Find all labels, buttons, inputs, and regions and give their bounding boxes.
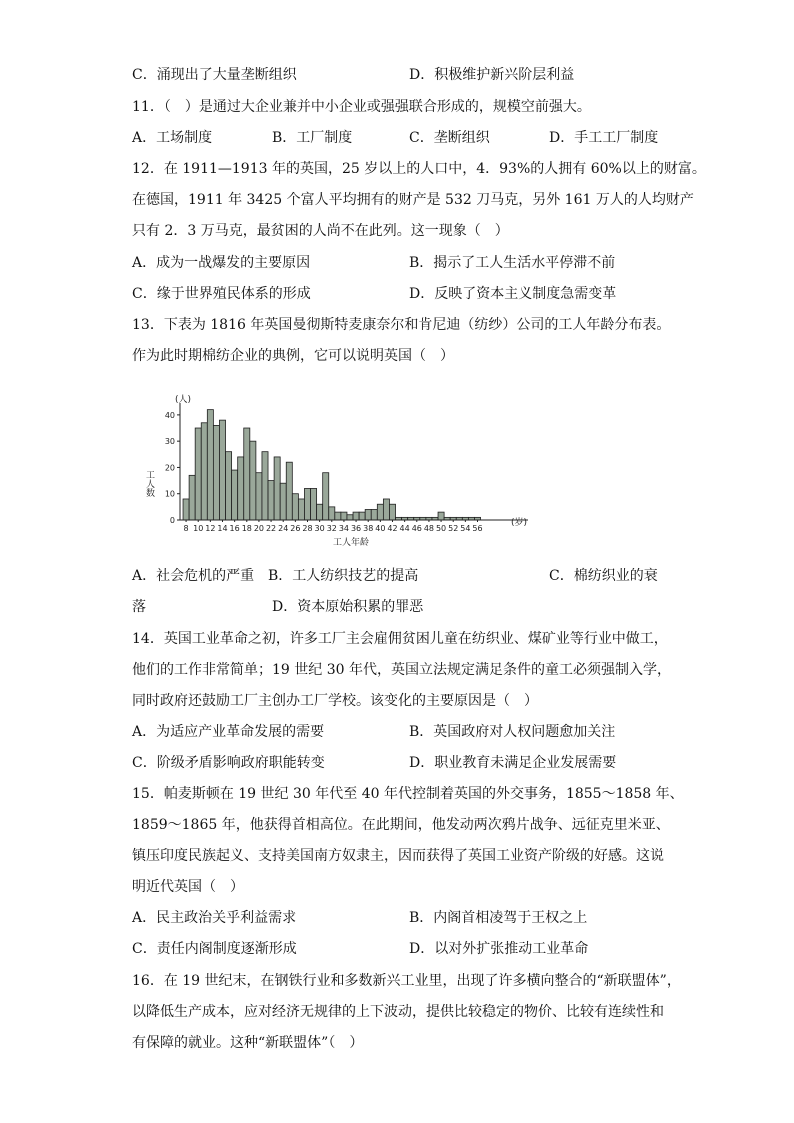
q15-stem-line: 15．帕麦斯顿在 19 世纪 30 年代至 40 年代控制着英国的外交事务，1855～1858 年、 (132, 786, 684, 802)
x-tick-label: 30 (314, 524, 325, 533)
bar-age-18 (244, 428, 250, 520)
bar-age-17 (238, 457, 244, 520)
q15-option-c: C．责任内阁制度逐渐形成 (132, 941, 297, 957)
x-axis-title: 工人年龄 (333, 538, 370, 548)
q14-stem-line: 他们的工作非常简单；19 世纪 30 年代，英国立法规定满足条件的童工必须强制入学， (132, 662, 671, 678)
q13-option-b: B．工人纺织技艺的提高 (268, 568, 419, 584)
y-axis-title: 工人数 (144, 470, 154, 497)
x-tick-label: 26 (290, 524, 301, 533)
bar-age-27 (298, 499, 304, 520)
q16-stem-line: 以降低生产成本，应对经济无规律的上下波动，提供比较稳定的物价、比较有连续性和 (132, 1004, 664, 1020)
q13-option-d: D．资本原始积累的罪恶 (272, 599, 424, 615)
x-tick-label: 28 (302, 524, 313, 533)
age-distribution-chart (135, 392, 535, 554)
bar-age-12 (207, 410, 213, 520)
q13-stem-line: 作为此时期棉纺企业的典例，它可以说明英国（ ） (132, 348, 454, 364)
bar-age-30 (317, 504, 323, 520)
q13-option-c: C．棉纺织业的衰 (549, 568, 658, 584)
q11-stem: 11．（ ）是通过大企业兼并中小企业或强强联合形成的，规模空前强大。 (132, 99, 591, 115)
bar-age-15 (226, 452, 232, 520)
x-tick-label: 46 (411, 524, 422, 533)
x-tick-label: 18 (241, 524, 252, 533)
bar-age-31 (323, 473, 329, 520)
bar-age-35 (347, 515, 353, 520)
bar-age-33 (335, 512, 341, 520)
x-tick-label: 42 (387, 524, 398, 533)
q15-stem-line: 镇压印度民族起义、支持美国南方奴隶主，因而获得了英国工业资产阶级的好感。这说 (132, 848, 664, 864)
bar-age-14 (219, 420, 225, 520)
bar-age-42 (389, 504, 395, 520)
bar-age-29 (311, 488, 317, 520)
q15-stem-line: 明近代英国（ ） (132, 879, 244, 895)
q10-option-d: D．积极维护新兴阶层利益 (409, 67, 575, 83)
bar-age-24 (280, 483, 286, 520)
q10-option-c: C．涌现出了大量垄断组织 (132, 67, 297, 83)
bar-age-16 (232, 470, 238, 520)
x-tick-label: 22 (265, 524, 277, 533)
bar-age-50 (438, 512, 444, 520)
bar-age-32 (329, 507, 335, 520)
q11-option-d: D．手工工厂制度 (549, 130, 659, 146)
x-tick-label: 20 (253, 524, 265, 533)
q16-stem-line: 16．在 19 世纪末，在钢铁行业和多数新兴工业里，出现了许多横向整合的“新联盟体”， (132, 973, 681, 989)
q15-option-d: D．以对外扩张推动工业革命 (409, 941, 589, 957)
q12-option-c: C．缘于世界殖民体系的形成 (132, 286, 311, 302)
q15-option-b: B．内阁首相凌驾于王权之上 (409, 910, 588, 926)
x-tick-label: 54 (460, 524, 471, 533)
bar-age-20 (256, 473, 262, 520)
q15-stem-line: 1859～1865 年，他获得首相高位。在此期间，他发动两次鸦片战争、远征克里米亚、 (132, 817, 670, 833)
q16-stem-line: 有保障的就业。这种“新联盟体”（ ） (132, 1035, 364, 1051)
q15-option-a: A．民主政治关乎利益需求 (132, 910, 297, 926)
q13-option-c-continued: 落 (132, 599, 146, 615)
bar-age-21 (262, 452, 268, 520)
bar-age-36 (353, 512, 359, 520)
q12-stem-line: 只有 2．3 万马克，最贫困的人尚不在此列。这一现象（ ） (132, 223, 509, 239)
q13-stem-line: 13．下表为 1816 年英国曼彻斯特麦康奈尔和肯尼迪（纺纱）公司的工人年龄分布表。 (132, 317, 671, 333)
q12-option-b: B．揭示了工人生活水平停滞不前 (409, 255, 616, 271)
x-tick-label: 34 (338, 524, 350, 533)
bar-age-19 (250, 441, 256, 520)
q13-option-a: A．社会危机的严重 (132, 568, 255, 584)
x-tick-label: 8 (183, 524, 189, 533)
x-tick-label: 12 (205, 524, 216, 533)
q14-stem-line: 14．英国工业革命之初，许多工厂主会雇佣贫困儿童在纺织业、煤矿业等行业中做工， (132, 631, 668, 647)
q14-option-d: D．职业教育未满足企业发展需要 (409, 755, 617, 771)
bar-age-25 (286, 462, 292, 520)
x-tick-label: 32 (326, 524, 337, 533)
x-tick-label: 40 (375, 524, 386, 533)
q12-option-a: A．成为一战爆发的主要原因 (132, 255, 311, 271)
q12-option-d: D．反映了资本主义制度急需变革 (409, 286, 617, 302)
x-tick-label: 50 (435, 524, 447, 533)
y-tick-label: 40 (164, 410, 175, 420)
bar-age-40 (377, 504, 383, 520)
y-tick-label: 30 (164, 437, 175, 447)
x-tick-label: 24 (278, 524, 289, 533)
x-tick-label: 14 (217, 524, 228, 533)
x-tick-label: 10 (193, 524, 204, 533)
bar-age-26 (292, 494, 298, 520)
x-tick-label: 48 (423, 524, 435, 533)
bar-age-38 (365, 509, 371, 520)
x-tick-label: 56 (472, 524, 483, 533)
bar-age-28 (304, 488, 310, 520)
q11-option-b: B．工厂制度 (272, 130, 353, 146)
y-unit-label: (人) (175, 395, 192, 405)
q14-stem-line: 同时政府还鼓励工厂主创办工厂学校。该变化的主要原因是（ ） (132, 693, 538, 709)
q14-option-c: C．阶级矛盾影响政府职能转变 (132, 755, 325, 771)
bar-age-13 (213, 425, 219, 520)
x-unit-label: (岁) (511, 518, 528, 528)
y-tick-label: 20 (164, 463, 175, 473)
x-tick-label: 36 (350, 524, 362, 533)
bar-age-41 (383, 499, 389, 520)
bar-age-39 (371, 509, 377, 520)
q12-stem-line: 在德国，1911 年 3425 个富人平均拥有的财产是 532 刀马克，另外 161 万人的人均财产 (132, 192, 694, 208)
x-tick-label: 44 (399, 524, 410, 533)
q14-option-a: A．为适应产业革命发展的需要 (132, 724, 325, 740)
bar-age-9 (189, 475, 195, 520)
q11-option-c: C．垄断组织 (409, 130, 490, 146)
y-tick-label: 0 (169, 516, 175, 525)
bar-age-8 (183, 499, 189, 520)
q11-option-a: A．工场制度 (132, 130, 213, 146)
bar-age-37 (359, 512, 365, 520)
y-tick-label: 10 (164, 489, 175, 499)
q14-option-b: B．英国政府对人权问题愈加关注 (409, 724, 616, 740)
bar-age-23 (274, 457, 280, 520)
x-tick-label: 38 (363, 524, 374, 533)
bar-age-22 (268, 481, 274, 520)
x-tick-label: 16 (229, 524, 240, 533)
x-tick-label: 52 (448, 524, 459, 533)
bar-age-34 (341, 512, 347, 520)
q12-stem-line: 12．在 1911—1913 年的英国，25 岁以上的人口中，4．93%的人拥有 60%以上的财富。 (132, 161, 706, 177)
bar-age-11 (201, 423, 207, 520)
bar-age-10 (195, 428, 201, 520)
